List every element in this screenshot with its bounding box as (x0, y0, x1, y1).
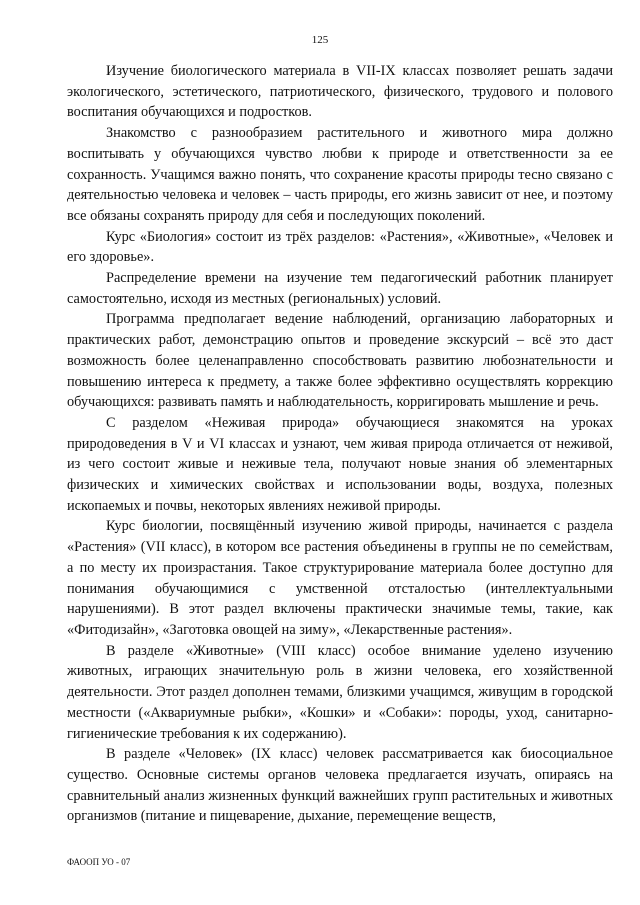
paragraph: В разделе «Человек» (IX класс) человек рассматривается как биосоциальное существо. Основные системы органов человека предлагается изучать, опираясь на сравнительный анализ жизненных функций важнейших групп растительных и животных организмов (питание и пищеварение, дыхание, перемещение веществ, (67, 746, 613, 825)
page-number: 125 (311, 34, 329, 46)
paragraph: Курс «Биология» состоит из трёх разделов: «Растения», «Животные», «Человек и его здоровье». (67, 228, 613, 266)
paragraph: Программа предполагает ведение наблюдений, организацию лабораторных и практических работ, демонстрацию опытов и проведение экскурсий – всё это даст возможность более целенаправленно способствовать развитию любознательности и повышению интереса к предмету, а также более эффективно осуществлять коррекцию обучающихся: развивать память и наблюдательность, корригировать мышление и речь. (67, 311, 613, 411)
paragraph: С разделом «Неживая природа» обучающиеся знакомятся на уроках природоведения в V и VI классах и узнают, чем живая природа отличается от неживой, из чего состоит живые и неживые тела, получают новые знания об элементарных физических и химических свойствах и использовании воды, воздуха, полезных ископаемых и почвы, некоторых явлениях неживой природы. (67, 414, 613, 514)
paragraph: Курс биологии, посвящённый изучению живой природы, начинается с раздела «Растения» (VII класс), в котором все растения объединены в группы не по семействам, а по месту их произрастания. Такое структурирование материала более доступно для понимания обучающимися с умственной отсталостью (интеллектуальными нарушениями). В этот раздел включены практически значимые темы, такие, как «Фитодизайн», «Заготовка овощей на зиму», «Лекарственные растения». (67, 518, 613, 638)
document-body (67, 61, 613, 827)
paragraph: В разделе «Животные» (VIII класс) особое внимание уделено изучению животных, играющих значительную роль в жизни человека, его хозяйственной деятельности. Этот раздел дополнен темами, близкими учащимся, живущим в городской местности («Аквариумные рыбки», «Кошки» и «Собаки»: породы, уход, санитарно-гигиенические требования к их содержанию). (67, 642, 613, 742)
document-footer: ФАООП УО - 07 (67, 857, 131, 867)
paragraph: Знакомство с разнообразием растительного и животного мира должно воспитывать у обучающихся чувство любви к природе и ответственности за ее сохранность. Учащимся важно понять, что сохранение красоты природы тесно связано с деятельностью человека и человек – часть природы, его жизнь зависит от нее, и поэтому все обязаны сохранять природу для себя и последующих поколений. (67, 125, 613, 224)
paragraph: Изучение биологического материала в VII-IX классах позволяет решать задачи экологического, эстетического, патриотического, физического, трудового и полового воспитания обучающихся и подростков. (67, 63, 613, 121)
paragraph: Распределение времени на изучение тем педагогический работник планирует самостоятельно, исходя из местных (региональных) условий. (67, 270, 613, 307)
